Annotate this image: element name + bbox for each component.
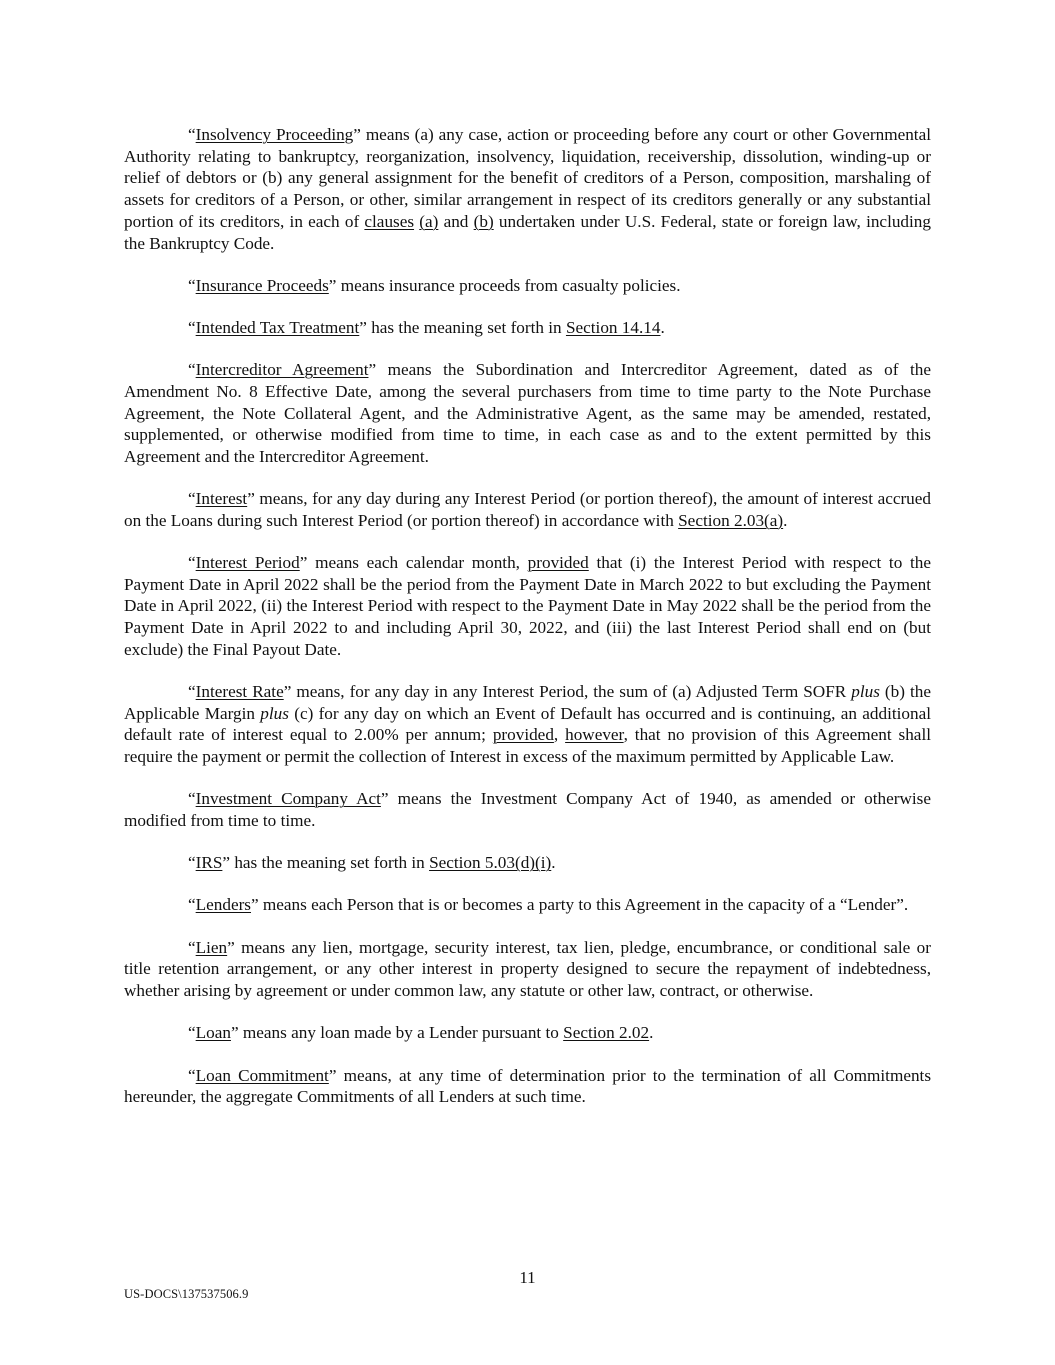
cross-reference: (a) — [419, 211, 439, 231]
cross-reference: Section 5.03(d)(i) — [429, 853, 552, 873]
defined-term: Interest — [195, 489, 248, 509]
definition-interest: “Interest” means, for any day during any Interest Period (or portion thereof), the amount of interest accrued on the Loans during such Interest Period (or portion thereof) in accordance with Section 2.03(a). — [124, 489, 931, 530]
provided-term: provided — [527, 553, 589, 573]
cross-reference: Section 14.14 — [565, 317, 661, 337]
defined-term: Lien — [195, 937, 228, 957]
cross-reference: Section 2.02 — [563, 1023, 650, 1043]
however-term: however — [565, 725, 624, 745]
definition-loan: “Loan” means any loan made by a Lender pursuant to Section 2.02. — [188, 1023, 654, 1043]
defined-term: Insolvency Proceeding — [195, 125, 354, 144]
provided-term: provided — [492, 725, 554, 745]
definition-intended-tax-treatment: “Intended Tax Treatment” has the meaning set forth in Section 14.14. — [188, 317, 665, 337]
definition-insurance-proceeds: “Insurance Proceeds” means insurance proceeds from casualty policies. — [188, 275, 681, 295]
definition-interest-rate: “Interest Rate” means, for any day in any Interest Period, the sum of (a) Adjusted Term SOFR plus (b) the Applicable Margin plus (c) for any day on which an Event of Default has occurred and is continuing, an additional default rate of interest equal to 2.00% per annum; provided, however, that no provision of this Agreement shall require the payment or permit the collection of Interest in excess of the maximum permitted by Applicable Law. — [124, 682, 931, 767]
defined-term: Interest Rate — [195, 682, 284, 702]
document-body — [124, 124, 931, 1108]
definition-intercreditor-agreement: “Intercreditor Agreement” means the Subordination and Intercreditor Agreement, dated as of the Amendment No. 8 Effective Date, among the several purchasers from time to time party to the Note Purchase Agreement, the Note Collateral Agent, and the Administrative Agent, as the same may be amended, restated, supplemented, or otherwise modified from time to time, in each case as and to the extent permitted by this Agreement and the Intercreditor Agreement. — [124, 360, 931, 466]
defined-term: IRS — [195, 853, 223, 873]
definition-insolvency-proceeding: “Insolvency Proceeding” means (a) any case, action or proceeding before any court or other Governmental Authority relating to bankruptcy, reorganization, insolvency, liquidation, receivership, dissolution, winding-up or relief of debtors or (b) any general assignment for the benefit of creditors of a Person, composition, marshaling of assets for creditors of a Person, or other, similar arrangement in respect of its creditors generally or any substantial portion of its creditors, in each of clauses (a) and (b) undertaken under U.S. Federal, state or foreign law, including the Bankruptcy Code. — [124, 125, 931, 253]
definition-lenders: “Lenders” means each Person that is or becomes a party to this Agreement in the capacity of a “Lender”. — [188, 895, 909, 915]
definition-loan-commitment: “Loan Commitment” means, at any time of determination prior to the termination of all Commitments hereunder, the aggregate Commitments of all Lenders at such time. — [124, 1065, 932, 1107]
defined-term: Lenders — [195, 895, 251, 915]
definition-irs: “IRS” has the meaning set forth in Section 5.03(d)(i). — [188, 853, 556, 873]
defined-term: Intended Tax Treatment — [195, 317, 360, 337]
page-number: 11 — [519, 1268, 536, 1287]
definition-investment-company-act: “Investment Company Act” means the Investment Company Act of 1940, as amended or otherwise modified from time to time. — [124, 789, 931, 831]
document-id: US-DOCS\137537506.9 — [124, 1287, 249, 1301]
definition-interest-period: “Interest Period” means each calendar month, provided that (i) the Interest Period with respect to the Payment Date in April 2022 shall be the period from the Payment Date in March 2022 to but excluding the Payment Date in April 2022, (ii) the Interest Period with respect to the Payment Date in May 2022 shall be the period from the Payment Date in April 2022 to and including April 30, 2022, and (iii) the last Interest Period shall end on (but exclude) the Final Payout Date. — [124, 553, 931, 659]
defined-term: Insurance Proceeds — [195, 275, 329, 295]
cross-reference: clauses — [364, 211, 415, 231]
defined-term: Loan Commitment — [195, 1065, 329, 1085]
defined-term: Loan — [195, 1023, 231, 1043]
cross-reference: Section 2.03(a) — [678, 510, 784, 530]
defined-term: Interest Period — [195, 553, 300, 573]
cross-reference: (b) — [473, 211, 494, 231]
defined-term: Intercreditor Agreement — [195, 360, 369, 380]
definition-lien: “Lien” means any lien, mortgage, security interest, tax lien, pledge, encumbrance, or conditional sale or title retention arrangement, or any other interest in property designed to secure the repayment of indebtedness, whether arising by agreement or under common law, any statute or other law, contract, or otherwise. — [124, 937, 931, 1001]
defined-term: Investment Company Act — [195, 789, 381, 809]
